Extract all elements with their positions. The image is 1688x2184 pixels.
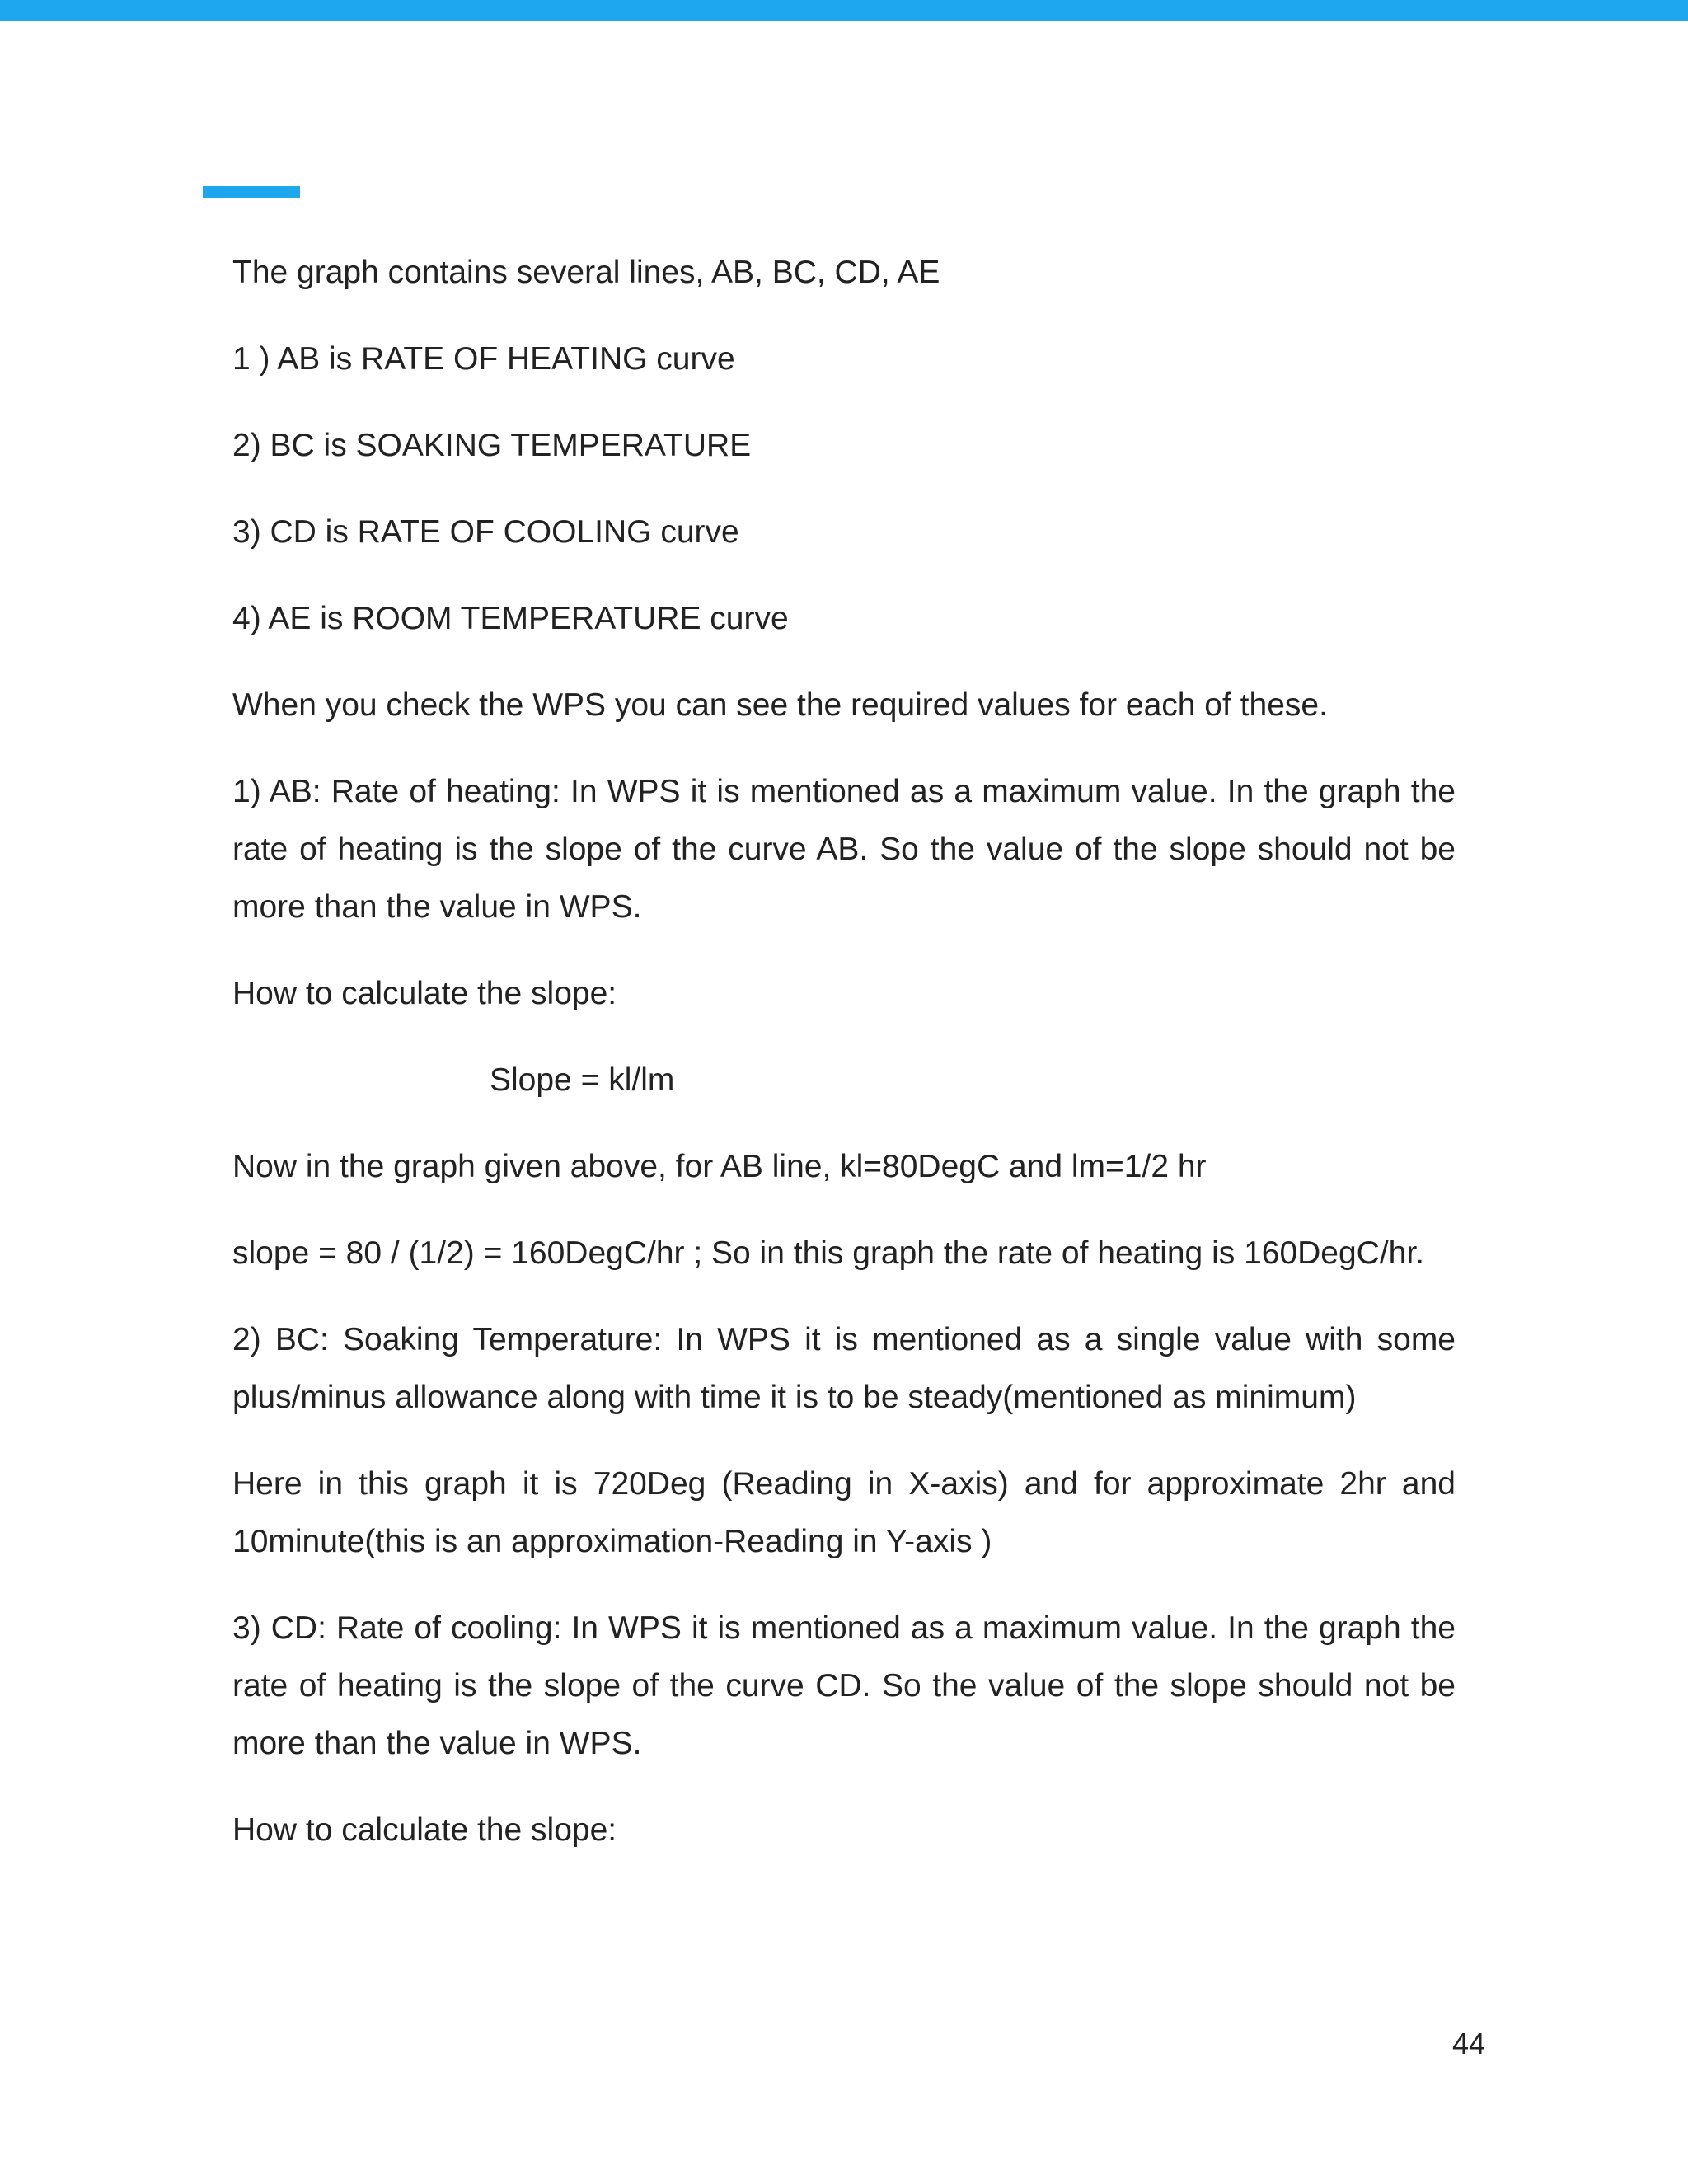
page-number: 44	[1452, 2027, 1486, 2060]
page-body	[232, 244, 1456, 1888]
intro-paragraph: The graph contains several lines, AB, BC, CD, AE	[232, 255, 940, 290]
cd-rate-paragraph: 3) CD: Rate of cooling: In WPS it is mentioned as a maximum value. In the graph the rate of heating is the slope of the curve CD. So the value of the slope should not be more than the value in WPS.	[232, 1610, 1456, 1761]
slope-formula: Slope = kl/lm	[490, 1062, 675, 1098]
list-item-bc: 2) BC is SOAKING TEMPERATURE	[232, 428, 752, 463]
bc-reading-paragraph: Here in this graph it is 720Deg (Reading in X-axis) and for approximate 2hr and 10minute(this is an approximation-Reading in Y-axis )	[232, 1466, 1456, 1559]
list-item-cd: 3) CD is RATE OF COOLING curve	[232, 514, 739, 550]
section-accent-dash	[203, 186, 300, 198]
list-item-ab: 1 ) AB is RATE OF HEATING curve	[232, 341, 735, 377]
bc-soak-paragraph: 2) BC: Soaking Temperature: In WPS it is mentioned as a single value with some plus/minus allowance along with time it is to be steady(mentioned as minimum)	[232, 1322, 1456, 1415]
list-item-ae: 4) AE is ROOM TEMPERATURE curve	[232, 601, 789, 636]
top-accent-bar	[0, 0, 1688, 21]
ab-values-paragraph: Now in the graph given above, for AB line, kl=80DegC and lm=1/2 hr	[232, 1149, 1207, 1184]
slope-calculation-paragraph: slope = 80 / (1/2) = 160DegC/hr ; So in this graph the rate of heating is 160DegC/hr.	[232, 1235, 1425, 1271]
wps-check-paragraph: When you check the WPS you can see the required values for each of these.	[232, 687, 1328, 723]
how-to-slope-heading-2: How to calculate the slope:	[232, 1812, 617, 1848]
how-to-slope-heading: How to calculate the slope:	[232, 976, 617, 1011]
ab-rate-paragraph: 1) AB: Rate of heating: In WPS it is mentioned as a maximum value. In the graph the rate of heating is the slope of the curve AB. So the value of the slope should not be more than the value in WPS.	[232, 774, 1456, 925]
